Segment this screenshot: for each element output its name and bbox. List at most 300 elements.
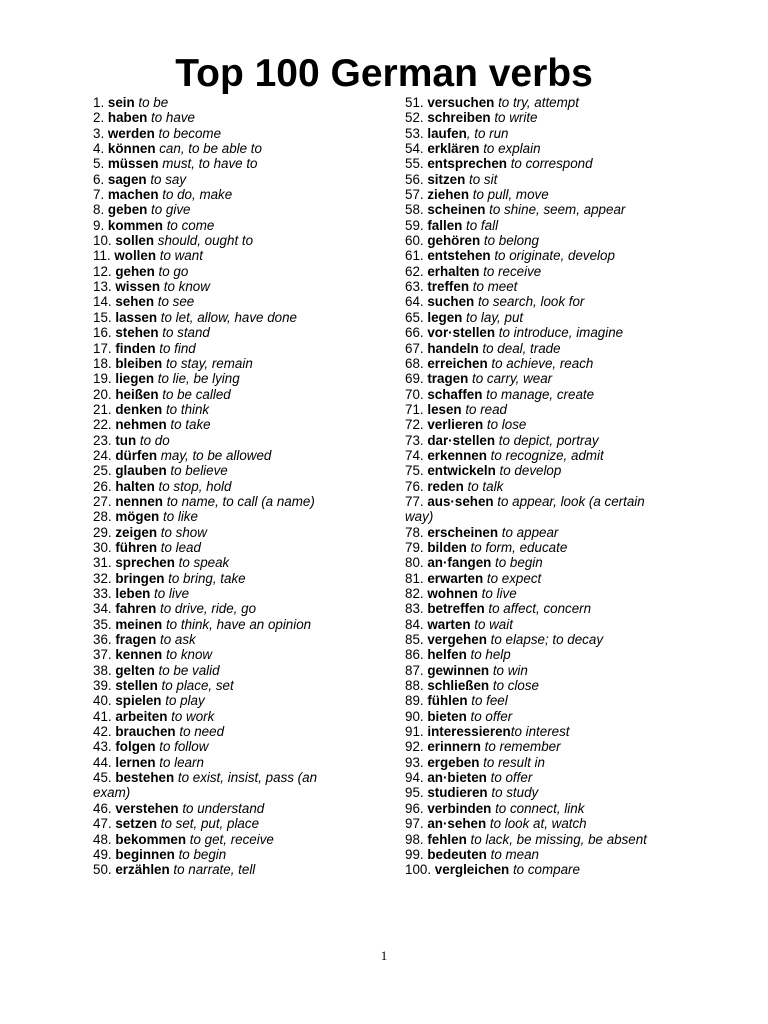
verb-number: 92. — [405, 739, 428, 755]
english-meaning: to place, set — [157, 678, 234, 694]
german-verb: schließen — [427, 678, 490, 694]
verb-entry — [93, 248, 341, 263]
verb-number: 11. — [93, 248, 115, 264]
verb-number: 39. — [93, 678, 116, 694]
german-verb: erhalten — [427, 263, 480, 279]
verb-entry — [93, 816, 341, 831]
verb-entry — [93, 509, 341, 524]
german-verb: betreffen — [427, 601, 485, 617]
german-verb: an·fangen — [427, 555, 492, 571]
verb-entry — [93, 770, 341, 801]
german-verb: gehören — [427, 233, 481, 249]
english-meaning: to shine, seem, appear — [485, 202, 626, 218]
german-verb: glauben — [115, 463, 167, 479]
verb-entry — [405, 709, 673, 724]
german-verb: versuchen — [427, 95, 495, 110]
german-verb: wohnen — [427, 586, 478, 601]
german-verb: sollen — [115, 233, 155, 249]
verb-number: 54. — [405, 141, 428, 157]
verb-number: 65. — [405, 309, 428, 325]
verb-entry — [405, 279, 673, 294]
english-meaning: to be called — [158, 386, 231, 402]
english-meaning: to want — [156, 248, 203, 264]
english-meaning: to get, receive — [186, 831, 274, 847]
german-verb: mögen — [115, 509, 160, 525]
verb-number: 27. — [93, 493, 116, 509]
english-meaning: to name, to call (a name) — [162, 493, 315, 509]
verb-number: 83. — [405, 601, 428, 617]
german-verb: scheinen — [427, 202, 486, 218]
verb-entry — [405, 156, 673, 171]
german-verb: bieten — [427, 708, 467, 724]
german-verb: bestehen — [115, 770, 175, 786]
verb-number: 96. — [405, 800, 428, 816]
english-meaning: to believe — [166, 463, 228, 479]
english-meaning: to read — [461, 401, 508, 417]
verb-entry — [405, 739, 673, 754]
english-meaning: to think, have an opinion — [162, 616, 312, 632]
verb-number: 2. — [93, 110, 108, 126]
verb-number: 100. — [405, 862, 435, 878]
verb-entry — [405, 678, 673, 693]
german-verb: tragen — [427, 371, 469, 387]
verb-number: 93. — [405, 754, 428, 770]
english-meaning: to achieve, reach — [487, 355, 594, 371]
german-verb: entsprechen — [427, 156, 507, 172]
english-meaning: to narrate, tell — [169, 862, 256, 878]
german-verb: dar·stellen — [427, 432, 496, 448]
verb-number: 91. — [405, 724, 428, 740]
verb-entry — [405, 816, 673, 831]
verb-entry — [93, 417, 341, 432]
verb-entry — [93, 647, 341, 662]
verb-number: 4. — [93, 141, 108, 157]
verb-number: 18. — [93, 355, 116, 371]
german-verb: fallen — [427, 217, 463, 233]
english-meaning: to begin — [491, 555, 543, 571]
german-verb: geben — [107, 202, 148, 218]
german-verb: kennen — [115, 647, 163, 663]
verb-entry — [405, 110, 673, 125]
english-meaning: to be valid — [154, 662, 220, 678]
german-verb: halten — [115, 478, 155, 494]
english-meaning: to try, attempt — [494, 95, 579, 110]
german-verb: helfen — [427, 647, 467, 663]
verb-number: 31. — [93, 555, 116, 571]
verb-number: 17. — [93, 340, 116, 356]
english-meaning: to have — [147, 110, 195, 126]
verb-entry — [93, 433, 341, 448]
german-verb: fragen — [115, 632, 157, 648]
english-meaning: to exist, insist, pass (an exam) — [93, 770, 318, 801]
verb-entry — [405, 341, 673, 356]
verb-entry — [405, 540, 673, 555]
german-verb: müssen — [107, 156, 159, 172]
verb-number: 89. — [405, 693, 428, 709]
verb-entry — [405, 172, 673, 187]
verb-entry — [93, 862, 341, 877]
german-verb: verbinden — [427, 800, 492, 816]
verb-number: 53. — [405, 125, 428, 141]
verb-list-left — [93, 95, 341, 878]
german-verb: dürfen — [115, 447, 157, 463]
english-meaning: to offer — [486, 770, 533, 786]
german-verb: treffen — [427, 279, 470, 295]
german-verb: vor·stellen — [427, 325, 496, 341]
verb-entry — [405, 310, 673, 325]
english-meaning: to receive — [479, 263, 542, 279]
verb-number: 77. — [405, 493, 428, 509]
german-verb: gehen — [115, 263, 155, 279]
verb-number: 95. — [405, 785, 428, 801]
english-meaning: to stop, hold — [154, 478, 232, 494]
english-meaning: to live — [150, 586, 190, 601]
german-verb: sein — [107, 95, 135, 110]
english-meaning: to wait — [470, 616, 513, 632]
verb-entry — [93, 555, 341, 570]
english-meaning: to explain — [479, 141, 541, 157]
german-verb: gelten — [115, 662, 155, 678]
german-verb: erinnern — [427, 739, 481, 755]
english-meaning: to talk — [463, 478, 504, 494]
german-verb: interessieren — [427, 724, 511, 740]
english-meaning: to interest — [510, 724, 570, 740]
verb-number: 84. — [405, 616, 428, 632]
verb-number: 3. — [93, 125, 108, 141]
verb-number: 51. — [405, 95, 428, 110]
german-verb: entstehen — [427, 248, 491, 264]
verb-number: 63. — [405, 279, 428, 295]
verb-number: 81. — [405, 570, 428, 586]
verb-entry — [405, 264, 673, 279]
german-verb: haben — [107, 110, 148, 126]
english-meaning: to appear — [498, 524, 559, 540]
verb-number: 99. — [405, 846, 428, 862]
verb-number: 5. — [93, 156, 108, 172]
verb-number: 22. — [93, 417, 116, 433]
verb-entry — [93, 678, 341, 693]
german-verb: fühlen — [427, 693, 468, 709]
verb-entry — [405, 141, 673, 156]
german-verb: finden — [115, 340, 156, 356]
verb-entry — [93, 126, 341, 141]
english-meaning: to appear, look (a certain way) — [405, 493, 645, 525]
verb-entry — [405, 233, 673, 248]
verb-number: 40. — [93, 693, 116, 709]
verb-entry — [93, 310, 341, 325]
english-meaning: to follow — [155, 739, 209, 755]
verb-number: 59. — [405, 217, 428, 233]
verb-entry — [93, 279, 341, 294]
german-verb: gewinnen — [427, 662, 490, 678]
verb-entry — [405, 663, 673, 678]
verb-number: 19. — [93, 371, 116, 387]
verb-number: 6. — [93, 171, 108, 187]
verb-number: 87. — [405, 662, 428, 678]
german-verb: legen — [427, 309, 463, 325]
verb-number: 62. — [405, 263, 428, 279]
verb-number: 80. — [405, 555, 428, 571]
german-verb: sprechen — [115, 555, 175, 571]
german-verb: wissen — [115, 279, 161, 295]
german-verb: zeigen — [115, 524, 158, 540]
german-verb: kommen — [107, 217, 163, 233]
verb-number: 16. — [93, 325, 116, 341]
english-meaning: to lack, be missing, be absent — [466, 831, 647, 847]
english-meaning: to meet — [469, 279, 518, 295]
verb-number: 9. — [93, 217, 108, 233]
german-verb: folgen — [115, 739, 156, 755]
english-meaning: to write — [490, 110, 538, 126]
english-meaning: to help — [466, 647, 511, 663]
verb-entry — [93, 693, 341, 708]
verb-number: 86. — [405, 647, 428, 663]
verb-number: 23. — [93, 432, 116, 448]
verb-number: 85. — [405, 632, 428, 648]
page-title: Top 100 German verbs — [175, 52, 593, 95]
german-verb: vergehen — [427, 632, 487, 648]
english-meaning: to like — [159, 509, 198, 525]
verb-entry — [405, 571, 673, 586]
english-meaning: to live — [477, 586, 517, 601]
verb-entry — [405, 463, 673, 478]
german-verb: werden — [107, 125, 155, 141]
verb-entry — [93, 494, 341, 509]
german-verb: schreiben — [427, 110, 491, 126]
verb-entry — [93, 202, 341, 217]
verb-entry — [93, 110, 341, 125]
german-verb: handeln — [427, 340, 479, 356]
german-verb: ziehen — [427, 187, 470, 203]
english-meaning: to set, put, place — [157, 816, 260, 832]
verb-entry — [405, 126, 673, 141]
english-meaning: to learn — [155, 754, 204, 770]
english-meaning: to compare — [509, 862, 580, 878]
english-meaning: to affect, concern — [484, 601, 592, 617]
verb-number: 41. — [93, 708, 116, 724]
english-meaning: to carry, wear — [468, 371, 553, 387]
verb-entry — [93, 233, 341, 248]
verb-entry — [93, 739, 341, 754]
english-meaning: to remember — [480, 739, 561, 755]
english-meaning: to win — [489, 662, 528, 678]
verb-number: 45. — [93, 770, 116, 786]
english-meaning: to connect, link — [491, 800, 585, 816]
page-number: 1 — [380, 948, 388, 963]
english-meaning: to let, allow, have done — [157, 309, 298, 325]
verb-list-right — [405, 95, 673, 878]
verb-entry — [405, 433, 673, 448]
verb-number: 36. — [93, 632, 116, 648]
english-meaning: to need — [175, 724, 225, 740]
verb-entry — [93, 172, 341, 187]
verb-entry — [93, 586, 341, 601]
verb-number: 1. — [93, 95, 108, 110]
verb-number: 38. — [93, 662, 116, 678]
verb-entry — [405, 356, 673, 371]
verb-entry — [405, 601, 673, 616]
verb-number: 14. — [93, 294, 116, 310]
english-meaning: to know — [160, 279, 210, 295]
verb-entry — [93, 325, 341, 340]
verb-entry — [93, 601, 341, 616]
verb-entry — [405, 479, 673, 494]
english-meaning: to introduce, imagine — [495, 325, 624, 341]
verb-number: 28. — [93, 509, 116, 525]
english-meaning: to take — [166, 417, 211, 433]
german-verb: heißen — [115, 386, 159, 402]
german-verb: nennen — [115, 493, 163, 509]
english-meaning: to work — [167, 708, 215, 724]
verb-number: 43. — [93, 739, 116, 755]
verb-number: 37. — [93, 647, 116, 663]
verb-entry — [405, 555, 673, 570]
verb-entry — [93, 341, 341, 356]
verb-entry — [405, 847, 673, 862]
verb-number: 69. — [405, 371, 428, 387]
english-meaning: to show — [157, 524, 207, 540]
verb-number: 7. — [93, 187, 108, 203]
english-meaning: to stand — [158, 325, 210, 341]
german-verb: lesen — [427, 401, 462, 417]
german-verb: meinen — [115, 616, 163, 632]
english-meaning: to go — [154, 263, 189, 279]
german-verb: fahren — [115, 601, 157, 617]
german-verb: beginnen — [115, 846, 175, 862]
german-verb: tun — [115, 432, 137, 448]
verb-entry — [405, 755, 673, 770]
german-verb: brauchen — [115, 724, 176, 740]
verb-number: 15. — [93, 309, 116, 325]
verb-entry — [405, 724, 673, 739]
english-meaning: to recognize, admit — [486, 447, 604, 463]
verb-entry — [93, 540, 341, 555]
german-verb: leben — [115, 586, 151, 601]
german-verb: verlieren — [427, 417, 484, 433]
german-verb: spielen — [115, 693, 162, 709]
verb-number: 21. — [93, 401, 116, 417]
verb-entry — [405, 617, 673, 632]
verb-number: 8. — [93, 202, 108, 218]
verb-number: 58. — [405, 202, 428, 218]
verb-entry — [405, 832, 673, 847]
english-meaning: must, to have to — [158, 156, 258, 172]
verb-number: 97. — [405, 816, 428, 832]
verb-number: 24. — [93, 447, 116, 463]
verb-number: 48. — [93, 831, 116, 847]
verb-number: 20. — [93, 386, 116, 402]
verb-number: 90. — [405, 708, 428, 724]
verb-entry — [405, 862, 673, 877]
german-verb: an·sehen — [427, 816, 487, 832]
english-meaning: to pull, move — [469, 187, 549, 203]
verb-entry — [405, 801, 673, 816]
german-verb: setzen — [115, 816, 158, 832]
verb-number: 74. — [405, 447, 428, 463]
german-verb: studieren — [427, 785, 488, 801]
verb-number: 68. — [405, 355, 428, 371]
german-verb: stehen — [115, 325, 159, 341]
english-meaning: to elapse; to decay — [486, 632, 604, 648]
german-verb: laufen — [427, 125, 467, 141]
verb-entry — [93, 479, 341, 494]
verb-number: 29. — [93, 524, 116, 540]
english-meaning: to say — [146, 171, 187, 187]
english-meaning: to give — [147, 202, 191, 218]
english-meaning: to depict, portray — [495, 432, 599, 448]
verb-number: 70. — [405, 386, 428, 402]
verb-entry — [405, 417, 673, 432]
english-meaning: to stay, remain — [162, 355, 253, 371]
verb-number: 57. — [405, 187, 428, 203]
verb-entry — [405, 525, 673, 540]
english-meaning: to correspond — [506, 156, 593, 172]
german-verb: bedeuten — [427, 846, 487, 862]
german-verb: entwickeln — [427, 463, 496, 479]
verb-number: 98. — [405, 831, 428, 847]
german-verb: erreichen — [427, 355, 488, 371]
english-meaning: to drive, ride, go — [156, 601, 257, 617]
verb-number: 66. — [405, 325, 428, 341]
verb-entry — [93, 463, 341, 478]
verb-entry — [405, 647, 673, 662]
verb-number: 50. — [93, 862, 116, 878]
verb-entry — [93, 663, 341, 678]
english-meaning: to mean — [486, 846, 539, 862]
english-meaning: to begin — [174, 846, 227, 862]
verb-entry — [93, 402, 341, 417]
german-verb: erzählen — [115, 862, 170, 878]
verb-number: 35. — [93, 616, 116, 632]
english-meaning: to come — [162, 217, 215, 233]
german-verb: vergleichen — [434, 862, 510, 878]
verb-number: 34. — [93, 601, 116, 617]
verb-entry — [93, 448, 341, 463]
english-meaning: to offer — [466, 708, 513, 724]
english-meaning: to result in — [479, 754, 545, 770]
verb-number: 94. — [405, 770, 428, 786]
english-meaning: to deal, trade — [478, 340, 561, 356]
verb-entry — [405, 325, 673, 340]
verb-number: 82. — [405, 586, 428, 601]
english-meaning: to close — [489, 678, 539, 694]
english-meaning: can, to be able to — [155, 141, 262, 157]
english-meaning: to lead — [157, 539, 201, 555]
german-verb: liegen — [115, 371, 155, 387]
german-verb: sehen — [115, 294, 155, 310]
verb-entry — [405, 248, 673, 263]
english-meaning: to form, educate — [466, 539, 568, 555]
verb-entry — [405, 202, 673, 217]
english-meaning: to feel — [467, 693, 508, 709]
verb-entry — [405, 785, 673, 800]
english-meaning: to bring, take — [164, 570, 246, 586]
verb-entry — [405, 586, 673, 601]
german-verb: bekommen — [115, 831, 187, 847]
verb-entry — [93, 187, 341, 202]
german-verb: erwarten — [427, 570, 484, 586]
german-verb: ergeben — [427, 754, 480, 770]
english-meaning: should, ought to — [154, 233, 254, 249]
english-meaning: to know — [162, 647, 213, 663]
verb-number: 72. — [405, 417, 428, 433]
verb-entry — [93, 371, 341, 386]
english-meaning: to do — [136, 432, 170, 448]
verb-entry — [93, 832, 341, 847]
verb-entry — [93, 632, 341, 647]
german-verb: führen — [115, 539, 157, 555]
english-meaning: to study — [487, 785, 539, 801]
